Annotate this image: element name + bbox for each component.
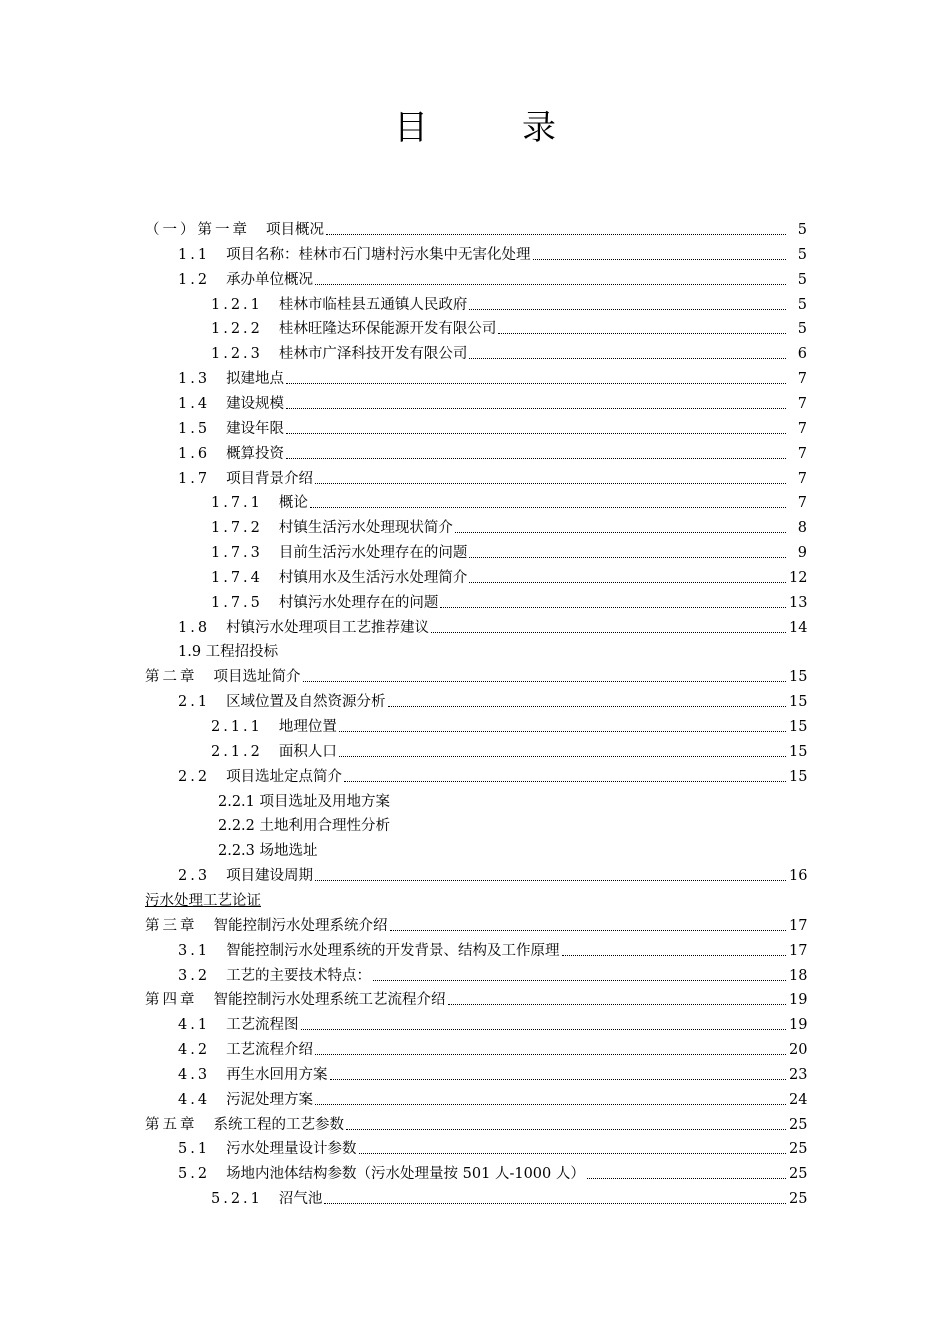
- dot-leader: [533, 258, 786, 260]
- toc-entry[interactable]: [0, 787, 807, 811]
- toc-entry-number: 第二章: [145, 669, 198, 686]
- toc-entry-number: 1.2: [178, 271, 211, 288]
- toc-entry[interactable]: [0, 712, 807, 736]
- toc-entry-number: 2.2: [178, 768, 211, 785]
- toc-entry[interactable]: [0, 613, 807, 637]
- toc-entry-text: 项目名称：桂林市石门塘村污水集中无害化处理: [226, 246, 531, 263]
- toc-entry-number: 2.3: [178, 868, 211, 885]
- toc-entry-page: 25: [789, 1191, 808, 1208]
- toc-entry-text: 项目概况: [266, 222, 324, 238]
- toc-entry-label: [145, 892, 261, 910]
- dot-leader: [286, 382, 786, 384]
- toc-entry-label: [178, 1016, 299, 1034]
- dot-leader: [286, 407, 786, 409]
- toc-entry-label: [145, 917, 388, 935]
- toc-entry-text: 面积人口: [278, 743, 337, 760]
- toc-entry-page: 15: [789, 694, 808, 711]
- dot-leader: [303, 680, 787, 682]
- toc-entry-page: 15: [789, 743, 808, 760]
- toc-entry-label: [145, 1116, 344, 1134]
- toc-entry[interactable]: [0, 911, 807, 935]
- toc-entry-text: 桂林旺隆达环保能源开发有限公司: [278, 321, 497, 338]
- toc-entry[interactable]: [0, 290, 807, 314]
- toc-entry-label: [211, 594, 438, 612]
- toc-entry[interactable]: [0, 637, 807, 661]
- toc-entry-label: [178, 445, 284, 463]
- dot-leader: [339, 755, 786, 757]
- toc-entry-label: [178, 1165, 585, 1183]
- toc-entry-label: [145, 221, 324, 239]
- toc-entry-number: 5.1: [178, 1141, 211, 1158]
- toc-entry-number: 1.6: [178, 445, 211, 462]
- toc-entry[interactable]: [0, 662, 807, 686]
- dot-leader: [469, 357, 786, 359]
- toc-entry-number: 2.1.2: [211, 743, 263, 760]
- toc-entry-text: 村镇污水处理项目工艺推荐建议: [226, 619, 430, 636]
- toc-entry-page: 24: [789, 1091, 808, 1108]
- toc-entry-text: 污泥处理方案: [226, 1091, 314, 1108]
- toc-entry-label: [178, 395, 284, 413]
- toc-entry-number: 1.7: [178, 470, 211, 487]
- toc-entry-text: 地理位置: [278, 719, 337, 735]
- toc-entry-label: [145, 991, 446, 1009]
- toc-entry-label: [211, 494, 308, 512]
- toc-entry-label: [178, 1140, 357, 1158]
- toc-entry-text: 项目选址简介: [213, 669, 301, 686]
- dot-leader: [286, 432, 786, 434]
- dot-leader: [330, 1078, 786, 1080]
- dot-leader: [388, 705, 786, 707]
- toc-entry-page: 5: [797, 296, 807, 313]
- toc-entry-page: 7: [797, 470, 807, 487]
- toc-entry-text: 沼气池: [278, 1191, 323, 1208]
- toc-entry-text: 智能控制污水处理系统工艺流程介绍: [213, 992, 446, 1009]
- toc-entry[interactable]: [0, 439, 807, 463]
- toc-entry-text: 2.2.2 土地利用合理性分析: [218, 818, 391, 835]
- toc-entry-text: 2.2.3 场地选址: [218, 843, 318, 860]
- toc-entry-page: 5: [797, 271, 807, 288]
- toc-entry[interactable]: [0, 240, 807, 264]
- dot-leader: [448, 1003, 787, 1005]
- toc-entry-label: [218, 842, 318, 860]
- toc-entry-number: 1.7.1: [211, 495, 263, 512]
- toc-entry-text: 概算投资: [226, 445, 285, 462]
- toc-entry-text: 智能控制污水处理系统的开发背景、结构及工作原理: [226, 942, 560, 959]
- toc-entry[interactable]: [0, 836, 807, 860]
- toc-entry-page: 20: [789, 1042, 808, 1059]
- toc-entry[interactable]: [0, 215, 807, 239]
- toc-entry-text: 概论: [278, 495, 308, 512]
- toc-entry-label: [211, 1190, 322, 1208]
- toc-entry-label: [178, 370, 284, 388]
- toc-entry-page: 9: [797, 545, 807, 562]
- toc-entry[interactable]: [0, 762, 807, 786]
- dot-leader: [373, 979, 786, 981]
- toc-entry-page: 18: [789, 967, 808, 984]
- toc-entry[interactable]: [0, 488, 807, 512]
- toc-entry[interactable]: [0, 886, 807, 910]
- toc-entry-label: [211, 320, 496, 338]
- toc-entry-page: 5: [797, 246, 807, 263]
- toc-entry-text: 目前生活污水处理存在的问题: [278, 545, 468, 562]
- toc-entry-label: [178, 246, 531, 264]
- toc-entry-text: 系统工程的工艺参数: [213, 1116, 344, 1133]
- toc-entry-number: 1.7.2: [211, 520, 263, 537]
- toc-entry-page: 15: [789, 719, 808, 735]
- dot-leader: [562, 954, 786, 956]
- dot-leader: [346, 1128, 786, 1130]
- toc-entry-number: 1.7.3: [211, 545, 263, 562]
- toc-entry-page: 17: [789, 917, 808, 934]
- dot-leader: [587, 1177, 786, 1179]
- toc-entry[interactable]: [0, 811, 807, 835]
- toc-entry[interactable]: [0, 737, 807, 761]
- dot-leader: [315, 482, 786, 484]
- toc-entry[interactable]: [0, 1184, 807, 1208]
- toc-entry-label: [178, 1066, 328, 1084]
- toc-entry-number: 5.2: [178, 1166, 211, 1183]
- toc-entry-label: [178, 619, 429, 637]
- toc-entry-page: 7: [797, 445, 807, 462]
- toc-entry-page: 17: [789, 942, 808, 959]
- toc-entry-label: [211, 345, 467, 363]
- toc-title: 目 录: [394, 108, 586, 148]
- toc-entry-text: 场地内池体结构参数（污水处理量按 501 人-1000 人）: [226, 1166, 585, 1183]
- toc-entry-page: 12: [789, 569, 808, 586]
- toc-entry-text: 项目建设周期: [226, 868, 314, 885]
- toc-entry-page: 25: [789, 1166, 808, 1183]
- toc-entry-number: 第三章: [145, 917, 198, 934]
- toc-entry-text: 工艺的主要技术特点：: [226, 967, 372, 984]
- toc-entry-text: 项目选址定点简介: [226, 768, 343, 785]
- dot-leader: [326, 233, 786, 235]
- toc-entry-text: 建设规模: [226, 395, 285, 412]
- toc-entry-number: 1.8: [178, 619, 211, 636]
- dot-leader: [315, 1053, 786, 1055]
- toc-entry-page: 7: [797, 371, 807, 388]
- toc-entry[interactable]: [0, 1134, 807, 1158]
- toc-entry-number: 4.2: [178, 1042, 211, 1059]
- dot-leader: [469, 581, 786, 583]
- dot-leader: [359, 1152, 786, 1154]
- toc-entry-number: 1.4: [178, 395, 211, 412]
- dot-leader: [315, 879, 786, 881]
- toc-entry-page: 6: [797, 346, 807, 363]
- toc-entry-text: 1.9 工程招投标: [178, 644, 279, 661]
- toc-entry[interactable]: [0, 985, 807, 1009]
- toc-entry[interactable]: [0, 414, 807, 438]
- toc-entry-number: 1.1: [178, 246, 211, 263]
- toc-entry-text: 承办单位概况: [226, 271, 314, 288]
- toc-entry[interactable]: [0, 538, 807, 562]
- toc-entry[interactable]: [0, 1035, 807, 1059]
- toc-entry-label: [178, 768, 342, 786]
- toc-entry-label: [218, 817, 390, 835]
- toc-entry-page: 7: [797, 420, 807, 437]
- toc-entry-number: 1.2.2: [211, 321, 263, 338]
- toc-entry-page: 16: [789, 868, 808, 885]
- dot-leader: [344, 780, 786, 782]
- toc-entry-text: 污水处理工艺论证: [145, 892, 261, 909]
- toc-entry-label: [178, 271, 313, 289]
- toc-entry-label: [211, 718, 337, 736]
- toc-entry-page: 5: [797, 222, 807, 238]
- toc-entry-number: 4.4: [178, 1091, 211, 1108]
- toc-entry-text: 智能控制污水处理系统介绍: [213, 917, 388, 934]
- toc-entry-label: [211, 743, 337, 761]
- toc-entry[interactable]: [0, 1110, 807, 1134]
- toc-entry-page: 25: [789, 1141, 808, 1158]
- toc-entry-label: [211, 519, 453, 537]
- toc-entry-label: [178, 470, 313, 488]
- toc-entry[interactable]: [0, 389, 807, 413]
- toc-entry[interactable]: [0, 1060, 807, 1084]
- toc-entry-label: [145, 668, 301, 686]
- toc-entry-number: 3.1: [178, 942, 211, 959]
- dot-leader: [498, 332, 786, 334]
- toc-entry-label: [178, 420, 284, 438]
- toc-entry-page: 19: [789, 1017, 808, 1034]
- toc-entry-text: 区域位置及自然资源分析: [226, 694, 386, 711]
- toc-entry-page: 15: [789, 768, 808, 785]
- toc-entry-label: [178, 1041, 313, 1059]
- toc-entry[interactable]: [0, 364, 807, 388]
- dot-leader: [310, 506, 786, 508]
- toc-entry-text: 项目背景介绍: [226, 470, 314, 487]
- toc-entry-number: （一）第一章: [145, 222, 250, 238]
- toc-entry-label: [178, 967, 371, 985]
- toc-entry[interactable]: [0, 513, 807, 537]
- toc-entry-label: [211, 544, 467, 562]
- toc-entry-text: 桂林市广泽科技开发有限公司: [278, 346, 468, 363]
- toc-entry-label: [211, 296, 467, 314]
- toc-entry-page: 7: [797, 395, 807, 412]
- toc-entry[interactable]: [0, 563, 807, 587]
- toc-entry-number: 2.1.1: [211, 719, 263, 735]
- toc-entry-page: 14: [789, 619, 808, 636]
- toc-entry-text: 工艺流程介绍: [226, 1042, 314, 1059]
- dot-leader: [286, 457, 786, 459]
- toc-entry-text: 工艺流程图: [226, 1017, 299, 1034]
- toc-entry-text: 桂林市临桂县五通镇人民政府: [278, 296, 468, 313]
- toc-entry-text: 再生水回用方案: [226, 1066, 328, 1083]
- dot-leader: [390, 929, 787, 931]
- toc-entry[interactable]: [0, 1159, 807, 1183]
- toc-entry-number: 4.3: [178, 1066, 211, 1083]
- toc-entry-label: [178, 693, 386, 711]
- toc-entry-number: 5.2.1: [211, 1191, 263, 1208]
- toc-entry[interactable]: [0, 861, 807, 885]
- toc-entry[interactable]: [0, 1085, 807, 1109]
- toc-entry[interactable]: [0, 961, 807, 985]
- toc-entry-label: [178, 1091, 313, 1109]
- toc-entry-page: 19: [789, 992, 808, 1009]
- toc-entry-text: 村镇用水及生活污水处理简介: [278, 569, 468, 586]
- dot-leader: [455, 531, 786, 533]
- toc-entry-number: 4.1: [178, 1017, 211, 1034]
- toc-entry[interactable]: [0, 314, 807, 338]
- toc-entry-page: 25: [789, 1116, 808, 1133]
- dot-leader: [440, 606, 786, 608]
- toc-entry-text: 污水处理量设计参数: [226, 1141, 357, 1158]
- dot-leader: [339, 730, 786, 732]
- toc-entry[interactable]: [0, 936, 807, 960]
- toc-entry-page: 15: [789, 669, 808, 686]
- dot-leader: [469, 556, 786, 558]
- toc-entry-label: [178, 643, 278, 661]
- toc-entry-page: 5: [797, 321, 807, 338]
- toc-entry[interactable]: [0, 687, 807, 711]
- toc-entry-text: 建设年限: [226, 420, 285, 437]
- toc-entry[interactable]: [0, 265, 807, 289]
- dot-leader: [301, 1028, 786, 1030]
- toc-entry-label: [211, 569, 467, 587]
- toc-entry-text: 村镇污水处理存在的问题: [278, 594, 439, 611]
- toc-entry[interactable]: [0, 1010, 807, 1034]
- toc-entry-number: 第四章: [145, 992, 198, 1009]
- toc-entry-text: 拟建地点: [226, 371, 285, 388]
- toc-entry-page: 13: [789, 594, 808, 611]
- dot-leader: [469, 308, 786, 310]
- dot-leader: [324, 1202, 786, 1204]
- toc-entry-number: 第五章: [145, 1116, 198, 1133]
- toc-entry-text: 村镇生活污水处理现状简介: [278, 520, 453, 537]
- toc-entry[interactable]: [0, 588, 807, 612]
- toc-entry-number: 2.1: [178, 694, 211, 711]
- dot-leader: [315, 283, 786, 285]
- dot-leader: [315, 1103, 786, 1105]
- toc-entry-number: 3.2: [178, 967, 211, 984]
- toc-entry-number: 1.2.3: [211, 346, 263, 363]
- toc-entry[interactable]: [0, 464, 807, 488]
- toc-entry-number: 1.5: [178, 420, 211, 437]
- toc-entry-number: 1.2.1: [211, 296, 263, 313]
- toc-entry-label: [218, 793, 390, 811]
- toc-entry[interactable]: [0, 339, 807, 363]
- toc-entry-text: 2.2.1 项目选址及用地方案: [218, 793, 391, 810]
- toc-entry-label: [178, 867, 313, 885]
- toc-entry-number: 1.7.4: [211, 569, 263, 586]
- toc-entry-page: 7: [797, 495, 807, 512]
- toc-entry-label: [178, 942, 560, 960]
- toc-entry-page: 23: [789, 1066, 808, 1083]
- toc-entry-number: 1.3: [178, 371, 211, 388]
- toc-entry-number: 1.7.5: [211, 594, 263, 611]
- dot-leader: [431, 631, 786, 633]
- toc-entry-page: 8: [797, 520, 807, 537]
